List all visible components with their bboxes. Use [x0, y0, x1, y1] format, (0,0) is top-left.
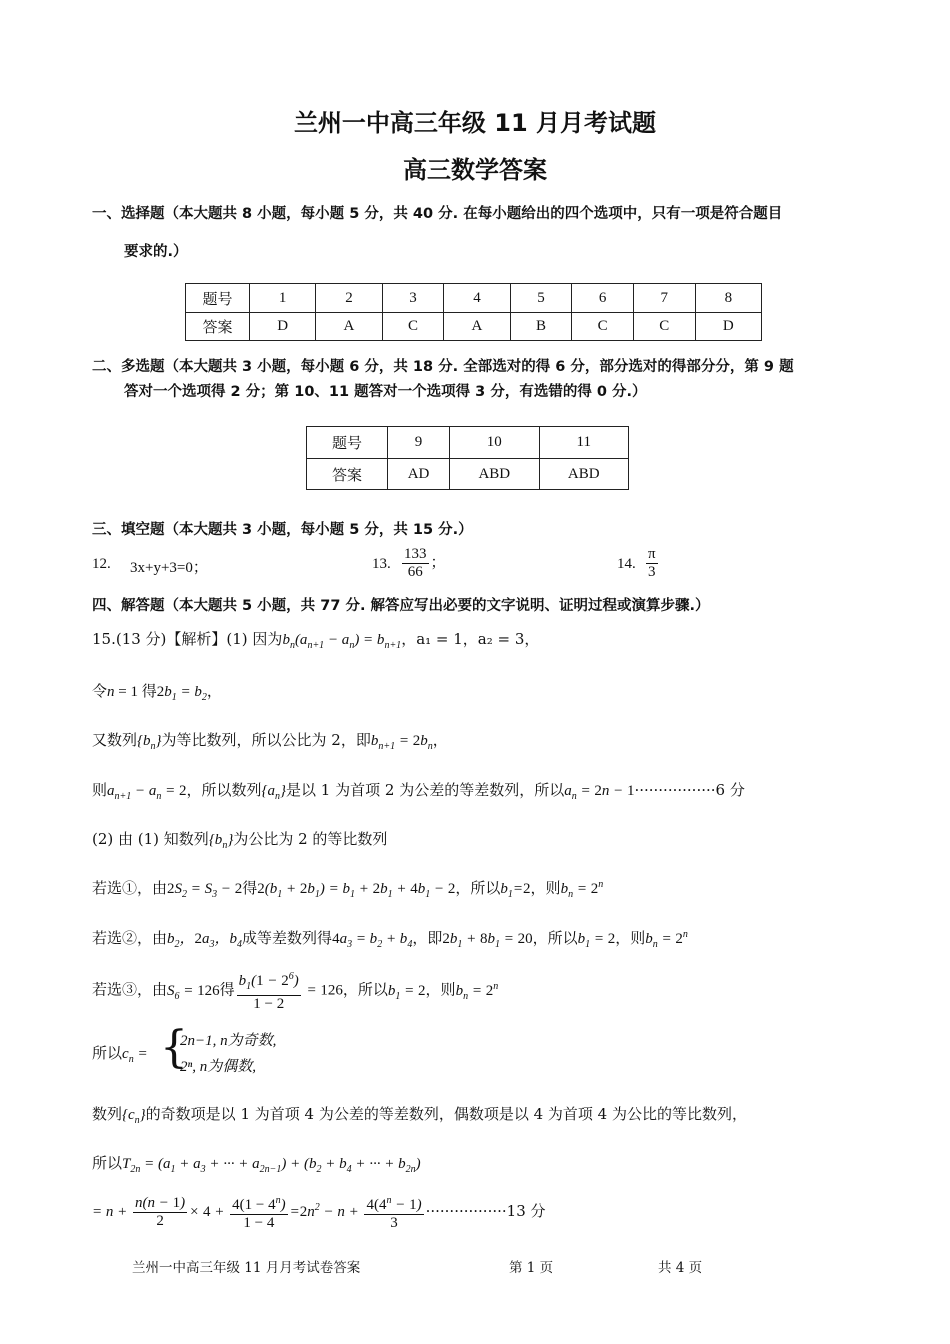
q13-tail: ；	[430, 554, 446, 571]
table-cell: AD	[388, 459, 450, 490]
score-marker: ·················6 分	[634, 781, 745, 799]
p15-text: 为公比为 2 的等比数列	[233, 830, 388, 848]
p15-fraction: $\frac{4(1 - 4^n)}{1 - 4}$	[230, 1192, 287, 1232]
p15-text: ，则	[530, 879, 561, 897]
p15-text: 是以 1 为首项 2 为公差的等差数列，所以	[286, 781, 565, 799]
p15-text: 为等比数列，所以公比为 2，即	[161, 731, 371, 749]
table-cell: A	[444, 313, 510, 341]
page-subtitle: 高三数学答案	[403, 156, 547, 184]
p15-formula: $b_1 = 2$	[387, 982, 426, 1002]
p15-formula: $2S_2 = S_3 - 2$	[167, 881, 243, 900]
p15-formula: $c_n$ =	[122, 1046, 148, 1065]
p15-formula: = n +	[92, 1204, 131, 1220]
table-cell: ABD	[450, 459, 539, 490]
p15-formula: $b_1=2$	[500, 881, 531, 900]
p15-text: ，即	[412, 929, 443, 947]
p15-fraction: $\frac{n(n - 1)}{2}$	[135, 1194, 186, 1229]
p15-heading: 15.(13 分)【解析】(1) 因为	[92, 630, 283, 648]
p15-formula: $=2n^2 - n$ +	[289, 1202, 363, 1220]
p15-formula: = 1	[114, 684, 142, 700]
p15-formula: $\{c_n\}$	[122, 1107, 146, 1126]
p15-text: 则	[92, 781, 108, 799]
q12-label: 12.	[92, 556, 111, 572]
p15-text: 所以	[92, 1044, 123, 1062]
footer-doc-name: 兰州一中高三年级 11 月月考试卷答案	[132, 1260, 361, 1276]
p15-formula: $2(b_1 + 2b_1) = b_1 + 2b_1 + 4b_1 - 2$	[257, 881, 456, 900]
p15-text: (2) 由 (1) 知数列	[92, 830, 209, 848]
p15-text: 若选①，由	[92, 879, 168, 897]
p15-line2	[92, 680, 222, 703]
p15-formula: $2b_1 + 8b_1 = 20$	[442, 931, 533, 950]
choice-answer-table	[185, 283, 762, 341]
q14-denominator: 3	[648, 564, 656, 580]
p15-formula: × 4 +	[189, 1204, 229, 1220]
p15-formula: $b_n = 2^n$	[645, 929, 688, 950]
p15-text: 成等差数列得	[242, 929, 333, 947]
p15-formula: $b_{n+1} = 2b_n$	[370, 733, 433, 752]
section3-header: 三、填空题（本大题共 3 小题，每小题 5 分，共 15 分.）	[92, 522, 473, 538]
p15-cn-label	[92, 1042, 148, 1065]
p15-text: 数列	[92, 1105, 123, 1123]
p15-formula: $\{b_n\}$	[137, 733, 162, 752]
multi-choice-answer-table	[306, 426, 629, 490]
table-cell: C	[633, 313, 695, 341]
p15-line1	[92, 628, 539, 651]
score-marker: ·················13 分	[425, 1202, 546, 1220]
p15-T-line	[92, 1152, 421, 1175]
table-cell: ABD	[539, 459, 628, 490]
p15-choice2	[92, 927, 688, 950]
q13-label: 13.	[372, 556, 391, 572]
p15-seq-line	[92, 1103, 747, 1126]
p15-text: ，则	[425, 980, 456, 999]
p15-formula: $\{a_n\}$	[261, 783, 287, 802]
p15-text: ，所以数列	[186, 781, 262, 799]
table-cell: 6	[572, 284, 634, 313]
q14-numerator: π	[648, 546, 656, 562]
table-cell: 10	[450, 427, 539, 459]
p15-text: ，所以	[532, 929, 578, 947]
p15-formula: $S_6 = 126$	[167, 982, 220, 1002]
footer-total-pages: 共 4 页	[658, 1260, 703, 1276]
p15-formula: $b_2$，$2a_3$，$b_4$	[167, 931, 243, 950]
p15-formula: $T_{2n} = (a_1 + a_3$ + ··· + $a_{2n-1}) + (b_2 + b_4$ + ··· + $b_{2n}$)	[122, 1156, 421, 1175]
page-title: 兰州一中高三年级 11 月月考试题	[293, 109, 657, 137]
p15-text: ，所以	[455, 879, 501, 897]
section1-header-line1: 一、选择题（本大题共 8 小题，每小题 5 分，共 40 分. 在每小题给出的四个选项中，只有一项是符合题目	[92, 206, 783, 222]
q13-numerator: 133	[404, 546, 427, 562]
p15-text: 的奇数项是以 1 为首项 4 为公差的等差数列，偶数项是以 4 为首项 4 为公比的等比数列，	[145, 1105, 747, 1123]
q12-answer: 3x+y+3=0；	[130, 560, 208, 576]
q14-answer	[644, 546, 660, 581]
p15-fraction: $\frac{b_1(1 - 2^6)}{1 - 2}$	[237, 968, 301, 1013]
p15-formula: $\{b_n\}$	[208, 832, 234, 851]
p15-formula: $a_n = 2n - 1$	[564, 783, 635, 802]
p15-fraction: $\frac{4(4^n - 1)}{3}$	[364, 1192, 423, 1232]
p15-formula: $4a_3 = b_2 + b_4$	[332, 931, 413, 950]
p15-text: 若选③，由	[92, 980, 168, 999]
p15-line5	[92, 828, 387, 851]
table-row-label: 答案	[186, 313, 250, 341]
p15-text: 若选②，由	[92, 929, 168, 947]
section1-header-line2: 要求的.）	[124, 244, 188, 260]
p15-text: 得	[141, 682, 157, 700]
p15-text: 又数列	[92, 731, 138, 749]
table-cell: C	[572, 313, 634, 341]
table-cell: 2	[316, 284, 382, 313]
p15-formula: $2b_1 = b_2$	[156, 684, 207, 703]
table-row-label: 题号	[307, 427, 388, 459]
p15-line3	[92, 729, 448, 752]
p15-formula: n	[107, 684, 115, 700]
table-cell: 7	[633, 284, 695, 313]
p15-cn-case2: 2ⁿ, n为偶数,	[180, 1059, 256, 1075]
table-cell: 1	[250, 284, 316, 313]
q14-label: 14.	[617, 556, 636, 572]
section4-header: 四、解答题（本大题共 5 小题，共 77 分. 解答应写出必要的文字说明、证明过程或演算步骤.）	[92, 598, 710, 614]
p15-text: ，则	[615, 929, 646, 947]
footer-page-number: 第 1 页	[509, 1260, 554, 1276]
p15-conditions: ，a₁ = 1，a₂ = 3，	[401, 630, 540, 648]
p15-formula: $b_n(a_{n+1} - a_n) = b_{n+1}$	[282, 632, 402, 651]
p15-formula: = 126	[302, 982, 343, 999]
table-cell: C	[382, 313, 444, 341]
p15-line4	[92, 779, 745, 802]
table-row-label: 答案	[307, 459, 388, 490]
table-row-label: 题号	[186, 284, 250, 313]
table-cell: A	[316, 313, 382, 341]
p15-formula: $a_{n+1} - a_n = 2$	[107, 783, 187, 802]
p15-T-result	[92, 1192, 546, 1232]
p15-formula: $b_1 = 2$	[577, 931, 616, 950]
table-cell: 5	[510, 284, 572, 313]
p15-cn-case1: 2n−1, n为奇数,	[180, 1033, 277, 1049]
p15-text: ，所以	[342, 980, 388, 999]
section2-header-line1: 二、多选题（本大题共 3 小题，每小题 6 分，共 18 分. 全部选对的得 6 分，部分选对的得部分分，第 9 题	[92, 359, 794, 375]
p15-text: 所以	[92, 1154, 123, 1172]
table-cell: D	[250, 313, 316, 341]
table-cell: 4	[444, 284, 510, 313]
p15-choice1	[92, 877, 603, 900]
q13-denominator: 66	[407, 564, 423, 580]
q13-answer	[400, 546, 446, 581]
p15-text: 得	[219, 980, 235, 999]
p15-text: 令	[92, 682, 108, 700]
piecewise-brace: {	[160, 1022, 188, 1073]
table-cell: 8	[695, 284, 761, 313]
p15-formula: $b_n = 2^n$	[560, 879, 604, 900]
p15-text: 得	[242, 879, 258, 897]
table-cell: 3	[382, 284, 444, 313]
p15-choice3	[92, 968, 498, 1013]
table-cell: 9	[388, 427, 450, 459]
p15-text: ，	[432, 731, 448, 749]
table-cell: B	[510, 313, 572, 341]
p15-text: ，	[206, 682, 222, 700]
section2-header-line2: 答对一个选项得 2 分；第 10、11 题答对一个选项得 3 分，有选错的得 0 分.）	[124, 384, 647, 400]
table-cell: D	[695, 313, 761, 341]
table-cell: 11	[539, 427, 628, 459]
p15-formula: $b_n = 2^n$	[455, 980, 499, 1002]
